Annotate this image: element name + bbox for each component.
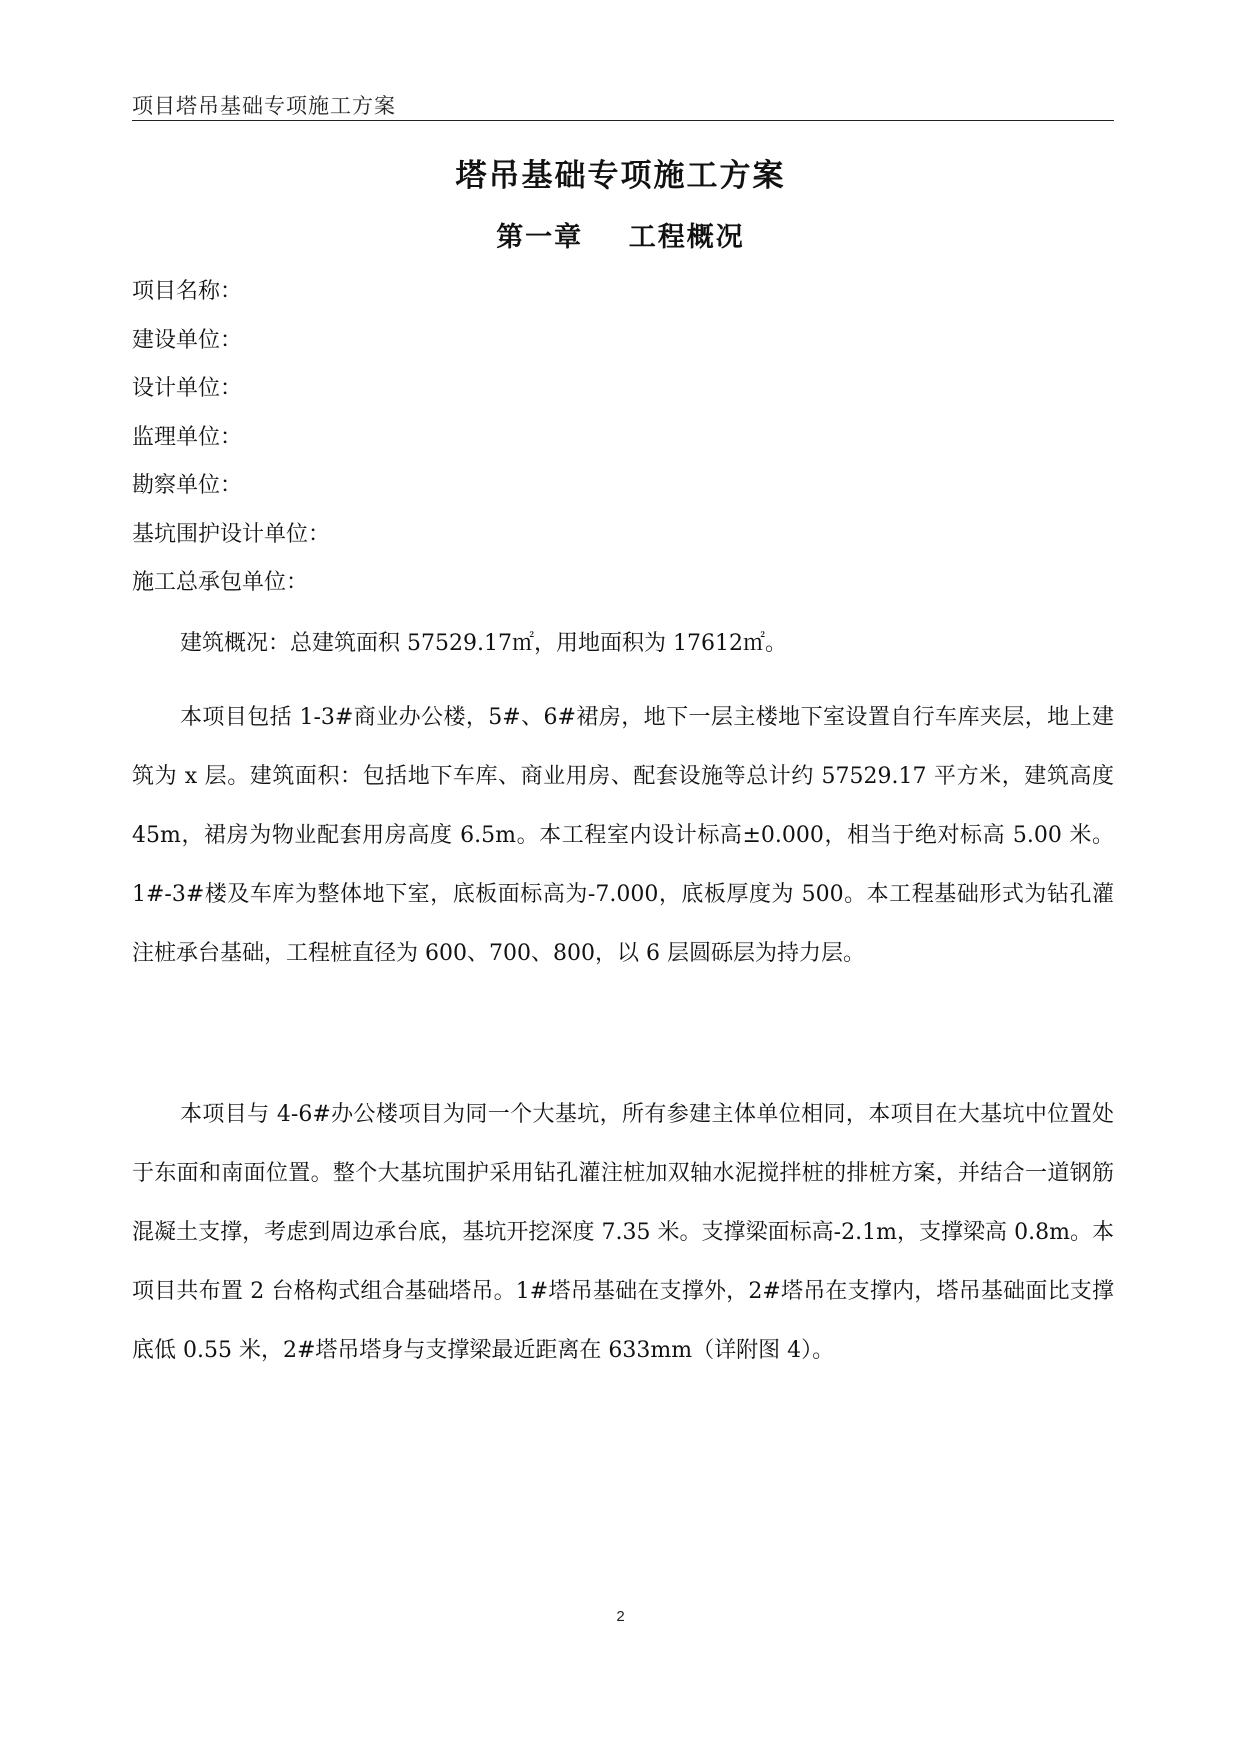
- document-title: 塔吊基础专项施工方案: [455, 158, 786, 194]
- building-overview-paragraph: 建筑概况：总建筑面积 57529.17㎡，用地面积为 17612㎡。: [180, 631, 787, 656]
- foundation-pit-paragraph: 本项目与 4-6#办公楼项目为同一个大基坑，所有参建主体单位相同，本项目在大基坑中位置处于东面和南面位置。整个大基坑围护采用钻孔灌注桩加双轴水泥搅拌桩的排桩方案，并结合一道钢筋混凝土支撑，考虑到周边承台底，基坑开挖深度 7.35 米。支撑梁面标高-2.1m，支撑梁高 0.8m。本项目共布置 2 台格构式组合基础塔吊。1#塔吊基础在支撑外，2#塔吊在支撑内，塔吊基础面比支撑底低 0.55 米，2#塔吊塔身与支撑梁最近距离在 633mm（详附图 4）。: [132, 1102, 1114, 1363]
- survey-unit-field: 勘察单位：: [132, 473, 243, 498]
- design-unit-field: 设计单位：: [132, 376, 243, 401]
- project-scope-paragraph: 本项目包括 1-3#商业办公楼，5#、6#裙房，地下一层主楼地下室设置自行车库夹层，地上建筑为 x 层。建筑面积：包括地下车库、商业用房、配套设施等总计约 57529.17 平方米，建筑高度 45m，裙房为物业配套用房高度 6.5m。本工程室内设计标高±0.000，相当于绝对标高 5.00 米。1#-3#楼及车库为整体地下室，底板面标高为-7.000，底板厚度为 500。本工程基础形式为钻孔灌注桩承台基础，工程桩直径为 600、700、800，以 6 层圆砾层为持力层。: [132, 705, 1114, 966]
- page-number: 2: [616, 1608, 625, 1625]
- project-name-field: 项目名称：: [132, 279, 243, 304]
- pit-support-design-unit-field: 基坑围护设计单位：: [132, 521, 331, 547]
- general-contractor-field: 施工总承包单位：: [132, 570, 309, 595]
- page-header: [132, 84, 1114, 121]
- chapter-heading: 第一章 工程概况: [496, 222, 745, 253]
- supervision-unit-field: 监理单位：: [132, 424, 243, 450]
- running-header-title: 项目塔吊基础专项施工方案: [132, 94, 396, 118]
- construction-unit-field: 建设单位：: [132, 327, 243, 353]
- project-info-list: [132, 268, 1112, 608]
